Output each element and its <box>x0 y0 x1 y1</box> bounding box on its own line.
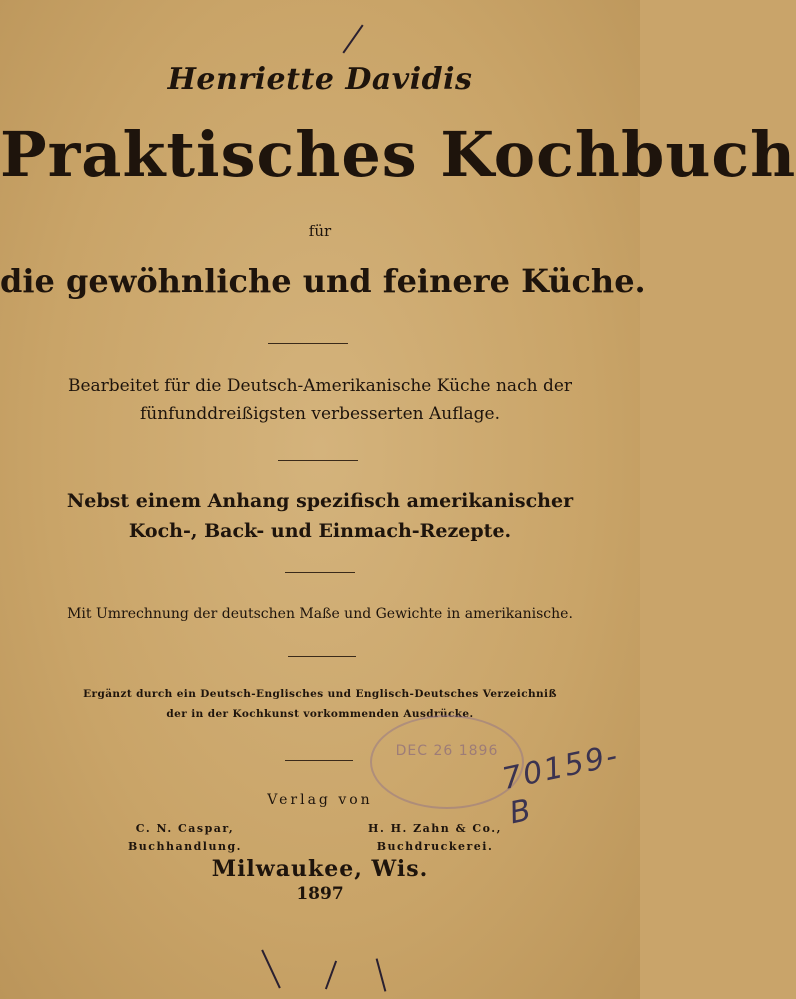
pen-mark-bottom-1 <box>261 950 281 989</box>
divider-4 <box>288 656 356 657</box>
appendix-note-line-2: Koch-, Back- und Einmach-Rezepte. <box>128 520 512 542</box>
publication-year: 1897 <box>296 884 344 904</box>
publisher-right-trade: Buchdruckerei. <box>376 840 494 853</box>
author-name: Henriette Davidis <box>167 62 473 97</box>
publication-city: Milwaukee, Wis. <box>211 856 429 882</box>
supplement-note-line-2: der in der Kochkunst vorkommenden Ausdrücke. <box>166 708 474 720</box>
publisher-right <box>355 820 515 856</box>
divider-1 <box>268 343 348 344</box>
edition-note <box>0 372 640 428</box>
publisher-right-name: H. H. Zahn & Co., <box>368 822 502 835</box>
divider-2 <box>278 460 358 461</box>
edition-note-line-1: Bearbeitet für die Deutsch-Amerikanische Küche nach der <box>67 376 573 396</box>
book-subtitle: die gewöhnliche und feinere Küche. <box>0 262 646 300</box>
appendix-note <box>0 486 640 546</box>
stamp-date: DEC 26 1896 <box>395 743 499 759</box>
pen-mark-top <box>342 25 363 54</box>
conversion-note: Mit Umrechnung der deutschen Maße und Gewichte in amerikanische. <box>67 606 573 622</box>
handwritten-shelfmark: 70159-B <box>499 738 623 832</box>
edition-note-line-2: fünfunddreißigsten verbesserten Auflage. <box>139 404 501 424</box>
publisher-left-trade: Buchhandlung. <box>128 840 242 853</box>
publisher-left-name: C. N. Caspar, <box>135 822 235 835</box>
title-connector: für <box>308 222 332 240</box>
pen-mark-bottom-2 <box>325 961 337 990</box>
supplement-note <box>0 684 640 724</box>
publisher-intro: Verlag von <box>267 792 373 808</box>
divider-3 <box>285 572 355 573</box>
book-title: Praktisches Kochbuch <box>0 118 796 191</box>
publisher-left <box>110 820 260 856</box>
pen-mark-bottom-3 <box>376 958 387 991</box>
supplement-note-line-1: Ergänzt durch ein Deutsch-Englisches und Englisch-Deutsches Verzeichniß <box>83 688 557 700</box>
divider-5 <box>285 760 353 761</box>
appendix-note-line-1: Nebst einem Anhang spezifisch amerikanischer <box>66 490 574 512</box>
